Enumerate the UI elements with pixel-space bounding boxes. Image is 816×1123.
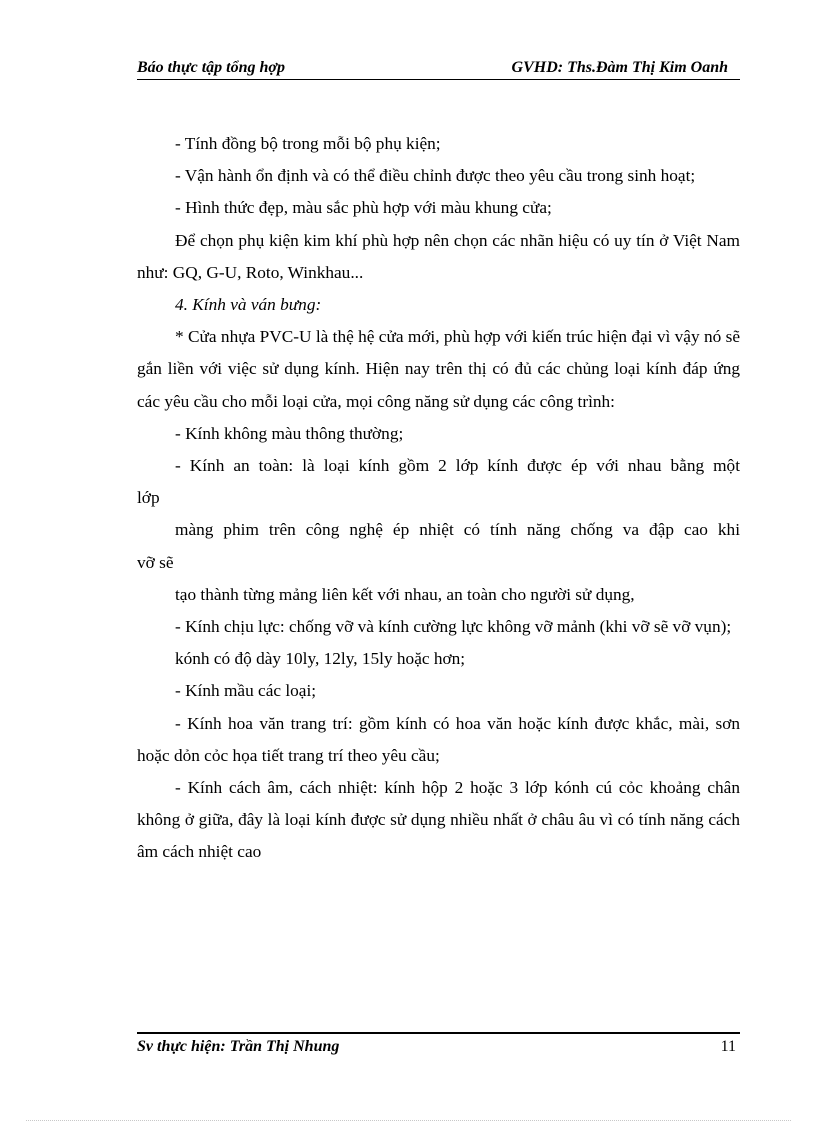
list-item-tempered-glass-thickness: kónh có độ dày 10ly, 12ly, 15ly hoặc hơn; [175, 649, 466, 669]
paragraph-stable-operation: - Vận hành ổn định và có thể điều chỉnh được theo yêu cầu trong sinh hoạt; [175, 166, 696, 186]
list-item-safety-glass-cont-3: vỡ sẽ [137, 552, 174, 572]
list-item-decorative-glass: - Kính hoa văn trang trí: gồm kính có hoa văn hoặc kính được khắc, mài, sơn hoặc dỏn cỏc họa tiết trang trí theo yêu cầu; [137, 713, 740, 765]
list-item-safety-glass-cont-2: màng phim trên công nghệ ép nhiệt có tính năng chống va đập cao khi [175, 520, 740, 540]
section-heading-glass: 4. Kính và ván bưng: [175, 295, 322, 315]
paragraph-pvc-intro: * Cửa nhựa PVC-U là thệ hệ cửa mới, phù hợp với kiến trúc hiện đại vì vậy nó sẽ gắn liền với việc sử dụng kính. Hiện nay trên thị có đủ các chủng loại kính đáp ứng các yêu cầu cho mỗi loại cửa, mọi công năng sử dụng các công trình: [137, 327, 740, 411]
page-boundary-divider [26, 1120, 791, 1121]
list-item-safety-glass: - Kính an toàn: là loại kính gồm 2 lớp kính được ép với nhau bằng một [175, 456, 740, 476]
page-number: 11 [720, 1038, 736, 1055]
list-item-safety-glass-cont-4: tạo thành từng mảng liên kết với nhau, an toàn cho người sử dụng, [175, 584, 635, 604]
paragraph-brand-choice: Để chọn phụ kiện kim khí phù hợp nên chọn các nhãn hiệu có uy tín ở Việt Nam như: GQ, G-U, Roto, Winkhau... [137, 230, 740, 282]
page-footer [137, 1032, 740, 1057]
footer-student-name: Sv thực hiện: Trần Thị Nhung [137, 1038, 340, 1055]
paragraph-sync-accessories: - Tính đồng bộ trong mỗi bộ phụ kiện; [175, 134, 441, 153]
paragraph-appearance: - Hình thức đẹp, màu sắc phù hợp với màu khung cửa; [175, 198, 552, 218]
list-item-insulating-glass: - Kính cách âm, cách nhiệt: kính hộp 2 hoặc 3 lớp kónh cú cỏc khoảng chân không ở giữa, đây là loại kính được sử dụng nhiều nhất ở châu âu vì có tính năng cách âm cách nhiệt cao [137, 778, 740, 862]
header-report-title: Báo thực tập tổng hợp [137, 59, 285, 76]
document-body [137, 128, 740, 869]
list-item-clear-glass: - Kính không màu thông thường; [175, 423, 404, 443]
list-item-colored-glass: - Kính mầu các loại; [175, 681, 317, 701]
header-supervisor: GVHD: Ths.Đàm Thị Kim Oanh [511, 59, 728, 76]
list-item-safety-glass-cont-1: lớp [137, 488, 160, 508]
page-header [137, 56, 740, 80]
list-item-tempered-glass: - Kính chịu lực: chống vỡ và kính cường lực không vỡ mảnh (khi vỡ sẽ vỡ vụn); [175, 617, 732, 637]
